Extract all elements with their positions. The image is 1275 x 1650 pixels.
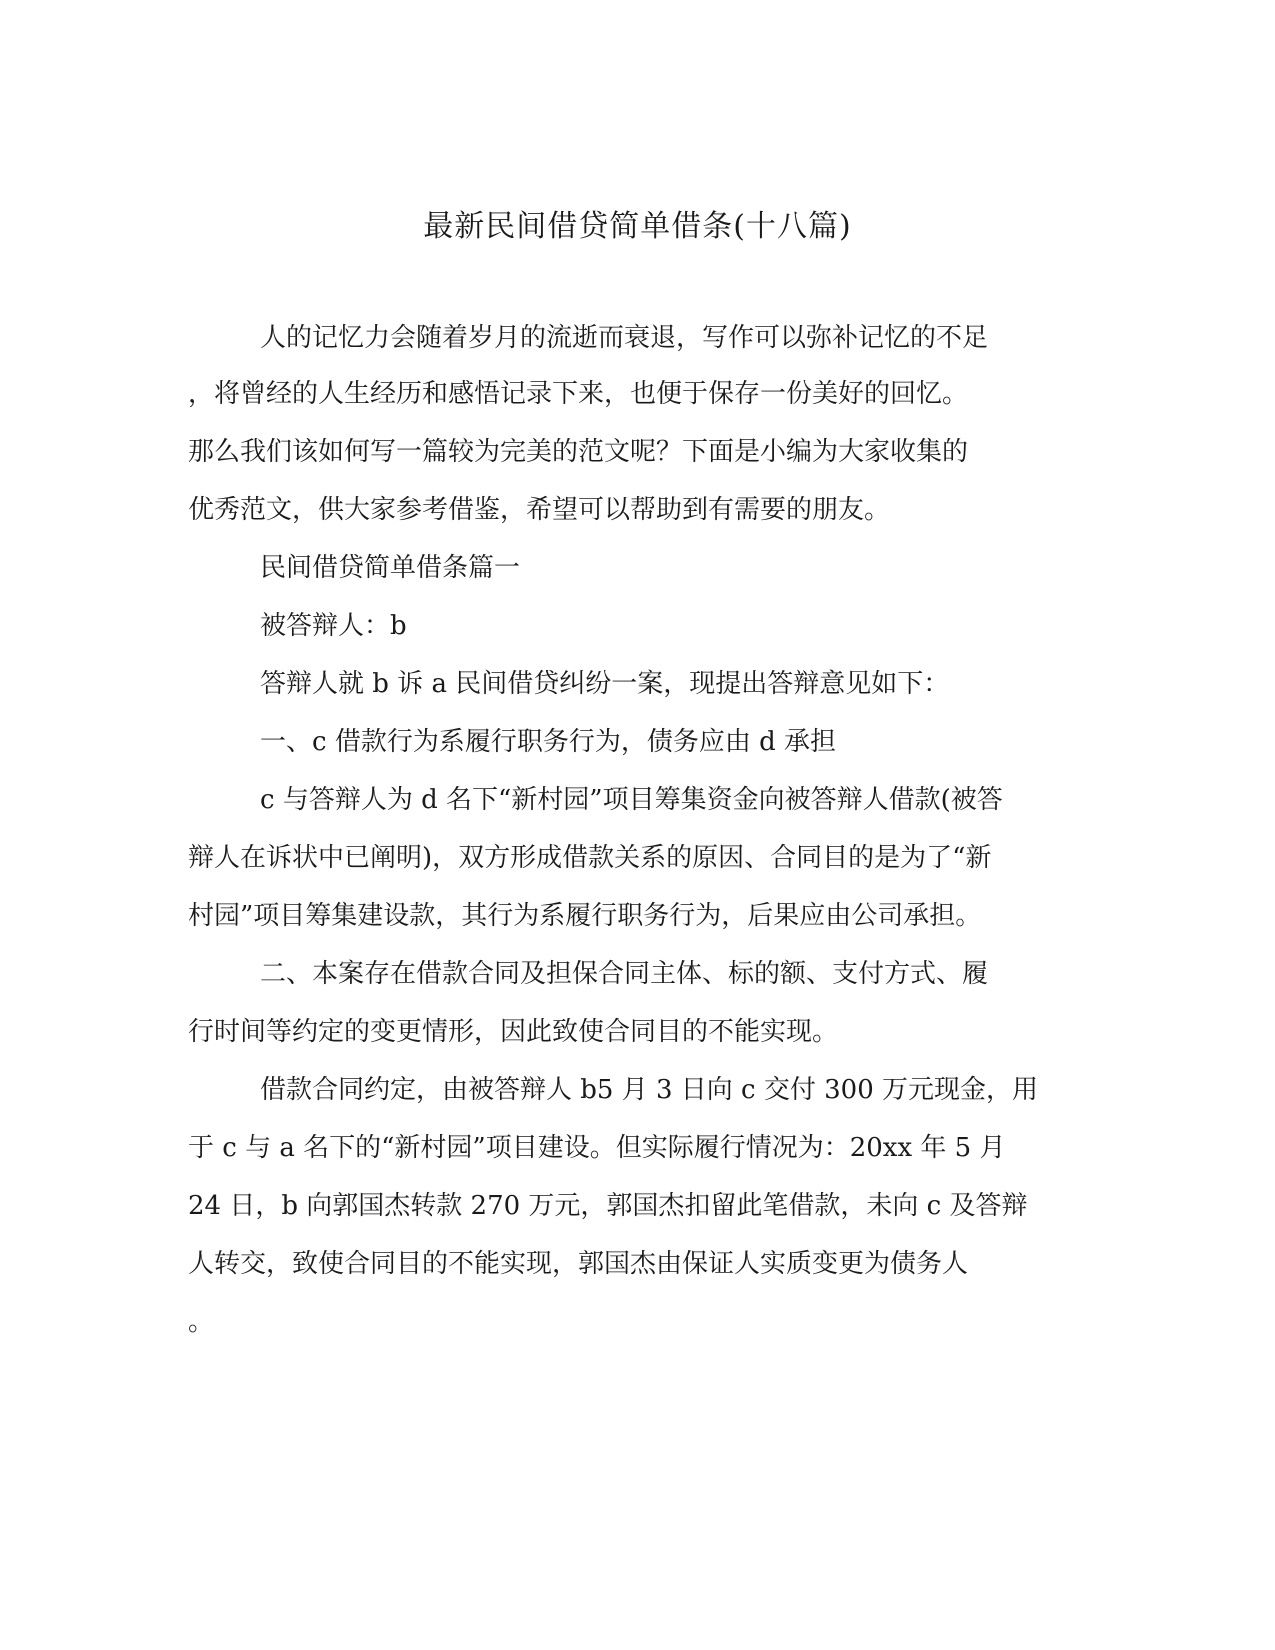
paragraph-line: 二、本案存在借款合同及担保合同主体、标的额、支付方式、履 [260, 959, 989, 989]
document-title: 最新民间借贷简单借条(十八篇) [423, 209, 852, 244]
paragraph-line: 。 [188, 1307, 215, 1337]
paragraph-line: 被答辩人：b [260, 611, 407, 641]
paragraph-line: 借款合同约定，由被答辩人 b5 月 3 日向 c 交付 300 万元现金，用 [260, 1075, 1039, 1105]
paragraph-line: 一、c 借款行为系履行职务行为，债务应由 d 承担 [260, 727, 836, 757]
paragraph-line: 行时间等约定的变更情形，因此致使合同目的不能实现。 [188, 1017, 839, 1047]
paragraph-line: c 与答辩人为 d 名下“新村园”项目筹集资金向被答辩人借款(被答 [260, 785, 1003, 815]
paragraph-line: 于 c 与 a 名下的“新村园”项目建设。但实际履行情况为：20xx 年 5 月 [188, 1133, 1006, 1163]
paragraph-line: 人的记忆力会随着岁月的流逝而衰退，写作可以弥补记忆的不足 [260, 323, 989, 353]
paragraph-line: ，将曾经的人生经历和感悟记录下来，也便于保存一份美好的回忆。 [188, 379, 969, 409]
paragraph-line: 人转交，致使合同目的不能实现，郭国杰由保证人实质变更为债务人 [188, 1249, 969, 1279]
paragraph-line: 村园”项目筹集建设款，其行为系履行职务行为，后果应由公司承担。 [188, 901, 982, 931]
paragraph-line: 24 日，b 向郭国杰转款 270 万元，郭国杰扣留此笔借款，未向 c 及答辩 [188, 1191, 1028, 1221]
paragraph-line: 那么我们该如何写一篇较为完美的范文呢？下面是小编为大家收集的 [188, 437, 969, 467]
paragraph-line: 优秀范文，供大家参考借鉴，希望可以帮助到有需要的朋友。 [188, 495, 891, 525]
paragraph-line: 辩人在诉状中已阐明)，双方形成借款关系的原因、合同目的是为了“新 [188, 843, 992, 873]
section-heading: 民间借贷简单借条篇一 [260, 553, 521, 583]
paragraph-line: 答辩人就 b 诉 a 民间借贷纠纷一案，现提出答辩意见如下： [260, 669, 950, 699]
